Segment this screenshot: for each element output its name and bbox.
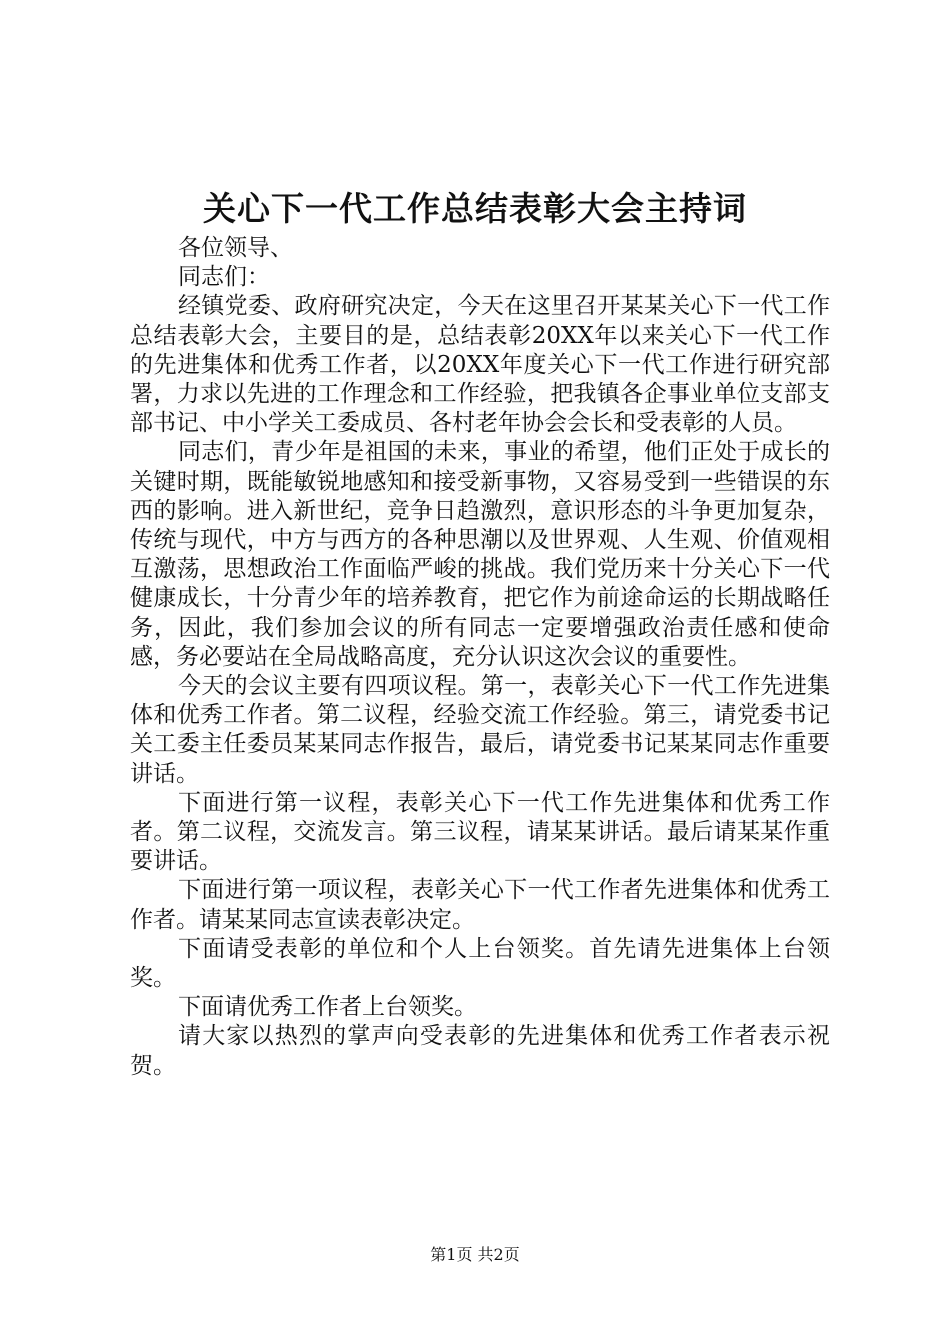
paragraph-salutation-leaders: 各位领导、 [178,235,293,261]
paragraph: 下面请优秀工作者上台领奖。 [178,994,477,1021]
paragraph: 下面进行第一项议程，表彰关心下一代工作者先进集体和优秀工作者。请某某同志宣读表彰决定。 [130,877,830,933]
paragraph: 请大家以热烈的掌声向受表彰的先进集体和优秀工作者表示祝贺。 [130,1023,830,1079]
paragraph: 经镇党委、政府研究决定，今天在这里召开某某关心下一代工作总结表彰大会，主要目的是，总结表彰20XX年以来关心下一代工作的先进集体和优秀工作者，以20XX年度关心下一代工作进行研究部署，力求以先进的工作理念和工作经验，把我镇各企事业单位支部支部书记、中小学关工委成员、各村老年协会会长和受表彰的人员。 [130,293,830,437]
paragraph: 下面请受表彰的单位和个人上台领奖。首先请先进集体上台领奖。 [130,935,830,992]
paragraph: 下面进行第一议程，表彰关心下一代工作先进集体和优秀工作者。第二议程，交流发言。第三议程，请某某讲话。最后请某某作重要讲话。 [130,789,830,875]
paragraph: 同志们，青少年是祖国的未来，事业的希望，他们正处于成长的关键时期，既能敏锐地感知和接受新事物，又容易受到一些错误的东西的影响。进入新世纪，竞争日趋激烈，意识形态的斗争更加复杂，传统与现代，中方与西方的各种思潮以及世界观、人生观、价值观相互激荡，思想政治工作面临严峻的挑战。我们党历来十分关心下一代健康成长，十分青少年的培养教育，把它作为前途命运的长期战略任务，因此，我们参加会议的所有同志一定要增强政治责任感和使命感，务必要站在全局战略高度，充分认识这次会议的重要性。 [130,439,830,670]
document-body [130,234,830,1081]
paragraph-salutation-comrades: 同志们： [178,264,270,291]
paragraph: 今天的会议主要有四项议程。第一，表彰关心下一代工作先进集体和优秀工作者。第二议程，经验交流工作经验。第三，请党委书记关工委主任委员某某同志作报告，最后，请党委书记某某同志作重要讲话。 [130,673,830,787]
page-number-footer: 第1页 共2页 [430,1245,520,1264]
document-title: 关心下一代工作总结表彰大会主持词 [203,189,747,228]
